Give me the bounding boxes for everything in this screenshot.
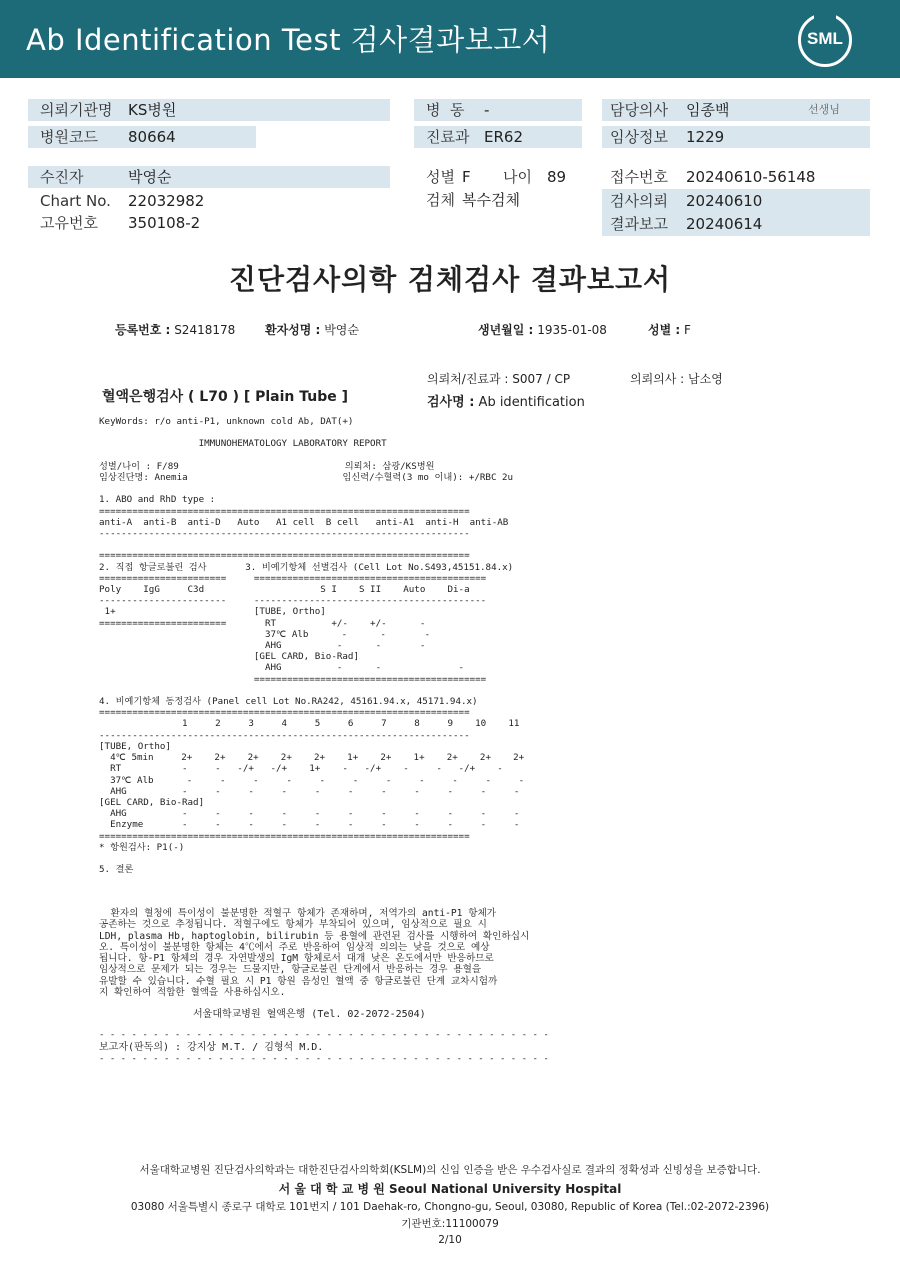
name-label: 환자성명 : <box>265 323 321 337</box>
lab-contact: 서울대학교병원 혈액은행 (Tel. 02-2072-2504) <box>193 1009 426 1020</box>
sex-meta-label: 성별 : <box>648 323 681 337</box>
requester-label: 의뢰기관명 <box>40 101 113 119</box>
page-number: 2/10 <box>438 1234 462 1246</box>
reporter-line: 보고자(판독의) : 강지상 M.T. / 김형석 M.D. <box>99 1042 324 1053</box>
patient-label: 수진자 <box>40 168 84 186</box>
sml-logo-icon <box>798 13 852 67</box>
receipt-label: 접수번호 <box>610 168 668 186</box>
section-title: 혈액은행검사 ( L70 ) [ Plain Tube ] <box>102 389 349 405</box>
dob-value: 1935-01-08 <box>537 323 607 337</box>
req-date-value: 20240610 <box>686 192 763 210</box>
separator: - - - - - - - - - - - - - - - - - - - - - - - - - - - - - - - - - - - - - - - - - - <box>99 1054 549 1064</box>
specimen-value: 복수검체 <box>462 191 520 209</box>
specimen-label: 검체 <box>426 191 455 209</box>
chart-label: Chart No. <box>40 192 111 210</box>
sex-value: F <box>462 168 471 186</box>
doctor-line: 의뢰의사 : 남소영 <box>630 372 723 386</box>
dept-value: ER62 <box>484 128 523 146</box>
hospital-code-label: 병원코드 <box>40 128 98 146</box>
doctor-suffix: 선생님 <box>808 103 840 116</box>
name-value: 박영순 <box>324 323 359 337</box>
clinical-value: 1229 <box>686 128 725 146</box>
dept-line: 의뢰처/진료과 : S007 / CP <box>427 372 571 386</box>
report-date-label: 결과보고 <box>610 215 668 233</box>
birth-date <box>478 321 607 338</box>
ward-value: - <box>484 101 490 119</box>
doctor-value: 임종백 <box>686 101 730 119</box>
uid-label: 고유번호 <box>40 214 98 232</box>
report-date-value: 20240614 <box>686 215 763 233</box>
age-value: 89 <box>547 168 567 186</box>
separator: - - - - - - - - - - - - - - - - - - - - - - - - - - - - - - - - - - - - - - - - - - <box>99 1030 549 1040</box>
conclusion-text: 환자의 혈청에 특이성이 불분명한 적혈구 항체가 존재하며, 저역가의 anti-P1 항체가 공존하는 것으로 추정됩니다. 적혈구에도 항체가 부착되어 있으며, 임상적으로 필요 시 LDH, plasma Hb, haptoglobin, bilirubin 등 용혈에 관련된 검사를 시행하여 확인하십시 오. 특이성이 불분명한 항체는 4℃에서 주로 반응하여 임상적 의의는 낮을 것으로 예상 됩니다. 항-P1 항체의 경우 자연발생의 IgM 항체로서 대개 낮은 온도에서만 반응하므로 임상적으로 문제가 되는 경우는 드물지만, 항글로불린 단계에서 반응하는 경우 용혈을 유발할 수 있습니다. 수혈 필요 시 P1 항원 음성인 혈액 중 항글로불린 단계 교차시험까 지 확인하여 적합한 혈액을 사용하십시오. <box>99 908 530 999</box>
dob-label: 생년월일 : <box>478 323 534 337</box>
test-name <box>427 391 585 410</box>
reg-label: 등록번호 : <box>115 323 171 337</box>
doctor-label: 담당의사 <box>610 101 668 119</box>
req-date-label: 검사의뢰 <box>610 192 668 210</box>
sex-label: 성별 <box>426 168 455 186</box>
uid-value: 350108-2 <box>128 214 201 232</box>
report-header <box>0 0 900 78</box>
address: 03080 서울특별시 종로구 대학로 101번지 / 101 Daehak-ro, Chongno-gu, Seoul, 03080, Republic of Korea (Tel.:02-2072-2396) <box>130 1201 770 1213</box>
requester-value: KS병원 <box>128 101 177 119</box>
sex-meta-value: F <box>684 323 691 337</box>
reg-value: S2418178 <box>174 323 236 337</box>
test-label: 검사명 : <box>427 395 475 410</box>
receipt-value: 20240610-56148 <box>686 168 816 186</box>
patient-name <box>265 321 359 338</box>
logo-text: SML <box>807 29 843 48</box>
clinical-label: 임상정보 <box>610 128 668 146</box>
certification-text: 서울대학교병원 진단검사의학과는 대한진단검사의학회(KSLM)의 신임 인증을 받은 우수검사실로 결과의 정확성과 신빙성을 보증합니다. <box>139 1164 761 1176</box>
hospital-name: 서 울 대 학 교 병 원 Seoul National University Hospital <box>278 1182 622 1196</box>
hospital-code-value: 80664 <box>128 128 176 146</box>
institution-no: 기관번호:11100079 <box>401 1218 499 1230</box>
age-label: 나이 <box>503 168 532 186</box>
test-value: Ab identification <box>478 395 585 410</box>
lab-report-body: KeyWords: r/o anti-P1, unknown cold Ab, DAT(+) IMMUNOHEMATOLOGY LABORATORY REPORT 성별/나이 : F/89 의뢰처: 삼광/KS병원 임상진단명: Anemia 임신력/수혈력(3 mo 이내): +/RBC 2u 1. ABO and RhD type : =================================================================== anti-A anti-B anti-D Auto A1 cell B cell anti-A1 anti-H anti-AB ------------------------------------------------------------------- =================================================================== 2. 직접 항글로불린 검사 3. 비예기항체 선별검사 (Cell Lot No.S493,45151.84.x) ======================= ========================================== Poly IgG C3d S I S II Auto Di-a ----------------------- ------------------------------------------ 1+ [TUBE, Ortho] ======================= RT +/- +/- - 37℃ Alb - - - AHG - - - [GEL CARD, Bio-Rad] AHG - - - ========================================== 4. 비예기항체 동정검사 (Panel cell Lot No.RA242, 45161.94.x, 45171.94.x) =================================================================== 1 2 3 4 5 6 7 8 9 10 11 ------------------------------------------------------------------- [TUBE, Ortho] 4℃ 5min 2+ 2+ 2+ 2+ 2+ 1+ 2+ 1+ 2+ 2+ 2+ RT - - -/+ -/+ 1+ - -/+ - - -/+ - 37℃ Alb - - - - - - - - - - - AHG - - - - - - - - - - - [GEL CARD, Bio-Rad] AHG - - - - - - - - - - - Enzyme - - - - - - - - - - - =================================================================== * 항원검사: P1(-) 5. 결론 <box>99 416 525 876</box>
chart-value: 22032982 <box>128 192 205 210</box>
reg-no <box>115 321 235 338</box>
patient-sex <box>648 321 691 338</box>
patient-value: 박영순 <box>128 168 172 186</box>
dept-label: 진료과 <box>426 128 470 146</box>
header-title: Ab Identification Test 검사결과보고서 <box>26 23 551 57</box>
ward-label: 병 동 <box>426 101 465 119</box>
document-title: 진단검사의학 검체검사 결과보고서 <box>228 263 672 296</box>
